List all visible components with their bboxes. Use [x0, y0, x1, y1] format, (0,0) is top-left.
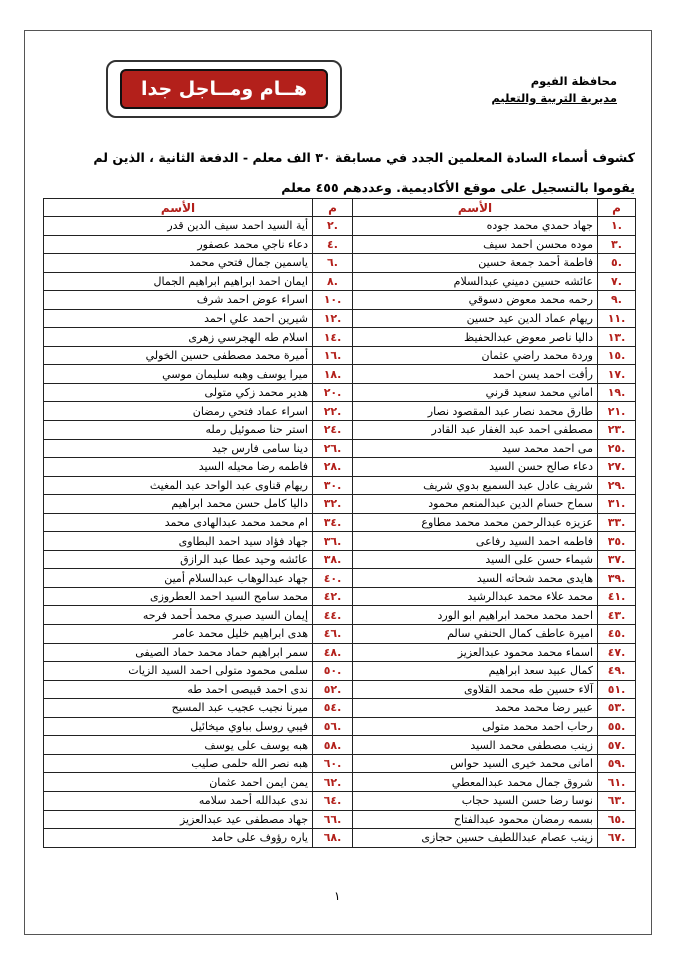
row-number: ٦٧. [598, 829, 636, 848]
row-number: ٢٤. [313, 421, 353, 440]
row-name: محمد سامح السيد احمد العطروزى [44, 587, 313, 606]
row-number: ٦٢. [313, 773, 353, 792]
row-name: موده محسن احمد سيف [353, 235, 598, 254]
row-number: ٢٨. [313, 458, 353, 477]
row-number: ٢٦. [313, 439, 353, 458]
row-name: مصطفى احمد عبد الغفار عبد القادر [353, 421, 598, 440]
row-name: ايمان احمد ابراهيم ابراهيم الجمال [44, 272, 313, 291]
row-name: ام محمد محمد عبدالهادى محمد [44, 513, 313, 532]
row-name: جهاد مصطفى عيد عبدالعزيز [44, 810, 313, 829]
table-row [44, 754, 636, 773]
table-row [44, 513, 636, 532]
row-name: امانى محمد خيرى السيد حواس [353, 754, 598, 773]
intro-line-2: يقوموا بالتسجيل على موقع الأكاديمية. وعددهم ٤٥٥ معلم [281, 180, 635, 195]
row-name: زينب مصطفى محمد السيد [353, 736, 598, 755]
table-row [44, 829, 636, 848]
row-number: ٩. [598, 291, 636, 310]
row-number: ٤٠. [313, 569, 353, 588]
row-number: ٥٢. [313, 680, 353, 699]
row-number: ٣٦. [313, 532, 353, 551]
row-name: دعاء ناجي محمد عصفور [44, 235, 313, 254]
header-num-right: م [598, 199, 636, 217]
table-row [44, 717, 636, 736]
table-row [44, 309, 636, 328]
row-number: ٥٣. [598, 699, 636, 718]
table-row [44, 402, 636, 421]
row-name: ميرا يوسف وهبه سليمان موسي [44, 365, 313, 384]
row-number: ٣٩. [598, 569, 636, 588]
row-name: كمال عبيد سعد ابراهيم [353, 662, 598, 681]
row-number: ١١. [598, 309, 636, 328]
table-row [44, 458, 636, 477]
row-number: ٣٠. [313, 476, 353, 495]
row-number: ٥. [598, 254, 636, 273]
row-name: فاطمة أحمد جمعة حسين [353, 254, 598, 273]
table-header-row [44, 199, 636, 217]
row-number: ٥٧. [598, 736, 636, 755]
row-number: ٦٨. [313, 829, 353, 848]
row-number: ٤٨. [313, 643, 353, 662]
table-row [44, 383, 636, 402]
row-number: ٢٢. [313, 402, 353, 421]
table-row [44, 421, 636, 440]
row-name: عائشه حسين دميني عبدالسلام [353, 272, 598, 291]
row-name: طارق محمد نصار عبد المقصود نصار [353, 402, 598, 421]
row-number: ٢. [313, 217, 353, 236]
table-row [44, 550, 636, 569]
row-name: شيماء حسن على السيد [353, 550, 598, 569]
names-table [43, 198, 636, 848]
row-number: ٣١. [598, 495, 636, 514]
table-row [44, 365, 636, 384]
row-name: هدى ابراهيم خليل محمد عامر [44, 625, 313, 644]
row-number: ١٤. [313, 328, 353, 347]
row-name: فيبي روسل بباوي ميخائيل [44, 717, 313, 736]
row-number: ١٠. [313, 291, 353, 310]
table-body [44, 217, 636, 848]
table-row [44, 662, 636, 681]
row-name: هايدى محمد شحاته السيد [353, 569, 598, 588]
row-number: ١٧. [598, 365, 636, 384]
urgent-banner [106, 60, 342, 118]
row-name: عائشه وحيد عطا عبد الرازق [44, 550, 313, 569]
row-name: ندى احمد قبيصى احمد طه [44, 680, 313, 699]
row-number: ٦٥. [598, 810, 636, 829]
row-number: ٥٤. [313, 699, 353, 718]
row-name: هدير محمد زكي متولى [44, 383, 313, 402]
row-name: داليا ناصر معوض عبدالحفيظ [353, 328, 598, 347]
row-name: اماني محمد سعيد قرني [353, 383, 598, 402]
row-name: مى احمد محمد سيد [353, 439, 598, 458]
table-row [44, 699, 636, 718]
table-row [44, 625, 636, 644]
table-row [44, 254, 636, 273]
table-row [44, 272, 636, 291]
row-number: ١٩. [598, 383, 636, 402]
table-row [44, 606, 636, 625]
row-name: ميرنا نجيب عجيب عبد المسيح [44, 699, 313, 718]
governorate-label: محافظة الفيوم [530, 74, 617, 88]
row-number: ٤٧. [598, 643, 636, 662]
row-number: ٣٢. [313, 495, 353, 514]
row-name: هبه نصر الله حلمى صليب [44, 754, 313, 773]
table-row [44, 791, 636, 810]
row-number: ٦٣. [598, 791, 636, 810]
row-number: ٧. [598, 272, 636, 291]
row-name: عبير رضا محمد محمد [353, 699, 598, 718]
row-number: ٥٥. [598, 717, 636, 736]
table-row [44, 476, 636, 495]
row-number: ٥٠. [313, 662, 353, 681]
table-row [44, 291, 636, 310]
row-name: رأفت احمد يسن احمد [353, 365, 598, 384]
row-number: ١٨. [313, 365, 353, 384]
row-name: دعاء صالح حسن السيد [353, 458, 598, 477]
row-number: ١٥. [598, 346, 636, 365]
row-name: ياسمين جمال فتحي محمد [44, 254, 313, 273]
header-name-right: الأسم [353, 199, 598, 217]
row-name: بسمه رمضان محمود عبدالفتاح [353, 810, 598, 829]
row-number: ٤٣. [598, 606, 636, 625]
page-number: ١ [334, 889, 341, 903]
row-number: ٣٨. [313, 550, 353, 569]
row-name: جهاد حمدي محمد جوده [353, 217, 598, 236]
row-name: اسلام طه الهجرسي زهرى [44, 328, 313, 347]
row-name: إيمان السيد صبري محمد أحمد فرحه [44, 606, 313, 625]
row-number: ٦. [313, 254, 353, 273]
row-number: ٢٧. [598, 458, 636, 477]
row-number: ٤٢. [313, 587, 353, 606]
directorate-label: مديرية التربية والتعليم [491, 91, 617, 105]
row-number: ٢٥. [598, 439, 636, 458]
row-number: ٥٨. [313, 736, 353, 755]
row-number: ٦٤. [313, 791, 353, 810]
table-row [44, 217, 636, 236]
row-name: جهاد فؤاد سيد احمد البطاوى [44, 532, 313, 551]
row-number: ١٦. [313, 346, 353, 365]
table-row [44, 680, 636, 699]
row-number: ٥٩. [598, 754, 636, 773]
row-name: جهاد عبدالوهاب عبدالسلام أمين [44, 569, 313, 588]
row-number: ١. [598, 217, 636, 236]
row-name: رحاب احمد محمد متولى [353, 717, 598, 736]
row-name: عزيزه عبدالرحمن محمد محمد مطاوع [353, 513, 598, 532]
row-number: ٥١. [598, 680, 636, 699]
row-name: سماح حسام الدين عبدالمنعم محمود [353, 495, 598, 514]
intro-line-1: كشوف أسماء السادة المعلمين الجدد في مسابقة ٣٠ الف معلم - الدفعة الثانية ، الذين لم [93, 150, 635, 165]
row-number: ٦١. [598, 773, 636, 792]
row-name: أميرة محمد مصطفى حسين الخولي [44, 346, 313, 365]
row-number: ٦٠. [313, 754, 353, 773]
document-header [457, 73, 617, 107]
row-number: ١٢. [313, 309, 353, 328]
row-name: استر حنا صموئيل رمله [44, 421, 313, 440]
table-row [44, 439, 636, 458]
row-name: فاطمه احمد السيد رفاعى [353, 532, 598, 551]
table-row [44, 773, 636, 792]
row-number: ٢١. [598, 402, 636, 421]
row-number: ٨. [313, 272, 353, 291]
row-name: يمن ايمن احمد عثمان [44, 773, 313, 792]
table-row [44, 810, 636, 829]
row-number: ١٣. [598, 328, 636, 347]
table-row [44, 346, 636, 365]
row-name: ريهام قناوى عبد الواحد عبد المغيث [44, 476, 313, 495]
row-name: نوسا رضا حسن السيد حجاب [353, 791, 598, 810]
row-name: اسماء محمد محمود عبدالعزيز [353, 643, 598, 662]
row-name: شيرين احمد علي احمد [44, 309, 313, 328]
intro-text [40, 143, 635, 203]
row-number: ٣٣. [598, 513, 636, 532]
row-name: فاطمه رضا محيله السيد [44, 458, 313, 477]
row-number: ٤٦. [313, 625, 353, 644]
row-name: سمر ابراهيم حماد محمد حماد الصيفى [44, 643, 313, 662]
row-number: ٤٥. [598, 625, 636, 644]
row-name: احمد محمد محمد ابراهيم ابو الورد [353, 606, 598, 625]
row-name: ريهام عماد الدين عيد حسين [353, 309, 598, 328]
row-name: اسراء عماد فتحي رمضان [44, 402, 313, 421]
row-name: هبه يوسف على يوسف [44, 736, 313, 755]
row-number: ٤. [313, 235, 353, 254]
row-name: اميرة عاطف كمال الحنفي سالم [353, 625, 598, 644]
table-row [44, 495, 636, 514]
row-name: آلاء حسين طه محمد القلاوى [353, 680, 598, 699]
row-name: سلمى محمود متولى احمد السيد الزيات [44, 662, 313, 681]
row-name: ياره رؤوف على حامد [44, 829, 313, 848]
row-number: ٤٤. [313, 606, 353, 625]
table-row [44, 587, 636, 606]
row-name: داليا كامل حسن محمد ابراهيم [44, 495, 313, 514]
table-row [44, 328, 636, 347]
row-number: ٣٧. [598, 550, 636, 569]
row-name: اسراء عوض احمد شرف [44, 291, 313, 310]
header-num-left: م [313, 199, 353, 217]
row-name: أية السيد احمد سيف الدين قدر [44, 217, 313, 236]
row-name: زينب عصام عبداللطيف حسين حجازى [353, 829, 598, 848]
table-row [44, 569, 636, 588]
table-row [44, 532, 636, 551]
row-number: ٤٩. [598, 662, 636, 681]
row-name: شريف عادل عبد السميع بدوي شريف [353, 476, 598, 495]
row-number: ٥٦. [313, 717, 353, 736]
row-number: ٢٣. [598, 421, 636, 440]
table-row [44, 643, 636, 662]
row-name: محمد علاء محمد عبدالرشيد [353, 587, 598, 606]
row-number: ٣٤. [313, 513, 353, 532]
urgent-text: هــام ومــاجل جدا [120, 69, 328, 109]
row-name: شروق جمال محمد عبدالمعطي [353, 773, 598, 792]
row-name: وردة محمد راضي عثمان [353, 346, 598, 365]
row-number: ٢٠. [313, 383, 353, 402]
row-number: ٢٩. [598, 476, 636, 495]
row-number: ٦٦. [313, 810, 353, 829]
row-name: رحمه محمد معوض دسوقي [353, 291, 598, 310]
table-row [44, 235, 636, 254]
header-name-left: الأسم [44, 199, 313, 217]
row-number: ٤١. [598, 587, 636, 606]
row-number: ٣٥. [598, 532, 636, 551]
row-name: دينا سامى فارس جيد [44, 439, 313, 458]
table-row [44, 736, 636, 755]
row-number: ٣. [598, 235, 636, 254]
row-name: ندى عبدالله أحمد سلامه [44, 791, 313, 810]
